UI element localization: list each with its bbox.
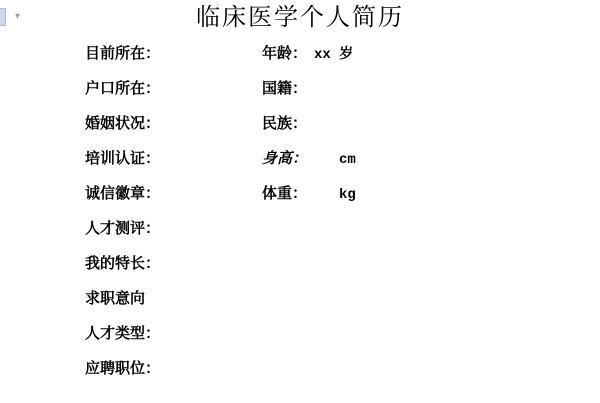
field-value-weight-unit: kg — [339, 187, 356, 203]
form-row-integrity-badge — [85, 175, 600, 210]
field-label-position-applied: 应聘职位： — [85, 361, 161, 377]
page-title: 临床医学个人简历 — [196, 5, 404, 31]
field-age — [262, 42, 353, 63]
field-label-age: 年龄： — [262, 46, 308, 62]
field-ethnicity — [262, 112, 314, 133]
field-value-height-unit: cm — [339, 152, 356, 168]
resume-form — [85, 35, 600, 385]
field-label-talent-type: 人才类型： — [85, 326, 161, 342]
form-row-position-applied — [85, 350, 600, 385]
field-label-my-strengths: 我的特长： — [85, 256, 161, 272]
form-row-training-certification — [85, 140, 600, 175]
field-label-job-intention: 求职意向 — [85, 291, 146, 307]
form-row-household-registration — [85, 70, 600, 105]
field-label-height: 身高： — [262, 151, 308, 167]
field-label-ethnicity: 民族： — [262, 116, 308, 132]
field-label-weight: 体重： — [262, 186, 308, 202]
form-row-marital-status — [85, 105, 600, 140]
form-row-my-strengths — [85, 245, 600, 280]
field-label-marital-status: 婚姻状况： — [85, 116, 161, 132]
field-height — [262, 147, 356, 168]
form-row-job-intention — [85, 280, 600, 315]
field-label-talent-assessment: 人才测评： — [85, 221, 161, 237]
paste-options-button[interactable] — [0, 8, 20, 26]
field-label-current-location: 目前所在： — [85, 46, 161, 62]
field-label-nationality: 国籍： — [262, 81, 308, 97]
field-label-integrity-badge: 诚信徽章： — [85, 186, 161, 202]
form-row-talent-assessment — [85, 210, 600, 245]
field-nationality — [262, 77, 314, 98]
chevron-down-icon: ▾ — [15, 11, 21, 22]
form-row-talent-type — [85, 315, 600, 350]
field-label-training-certification: 培训认证： — [85, 151, 161, 167]
field-label-household-registration: 户口所在： — [85, 81, 161, 97]
field-value-age: xx 岁 — [314, 47, 354, 63]
form-row-current-location — [85, 35, 600, 70]
field-weight — [262, 182, 356, 203]
clipboard-icon-fragment — [0, 8, 6, 26]
